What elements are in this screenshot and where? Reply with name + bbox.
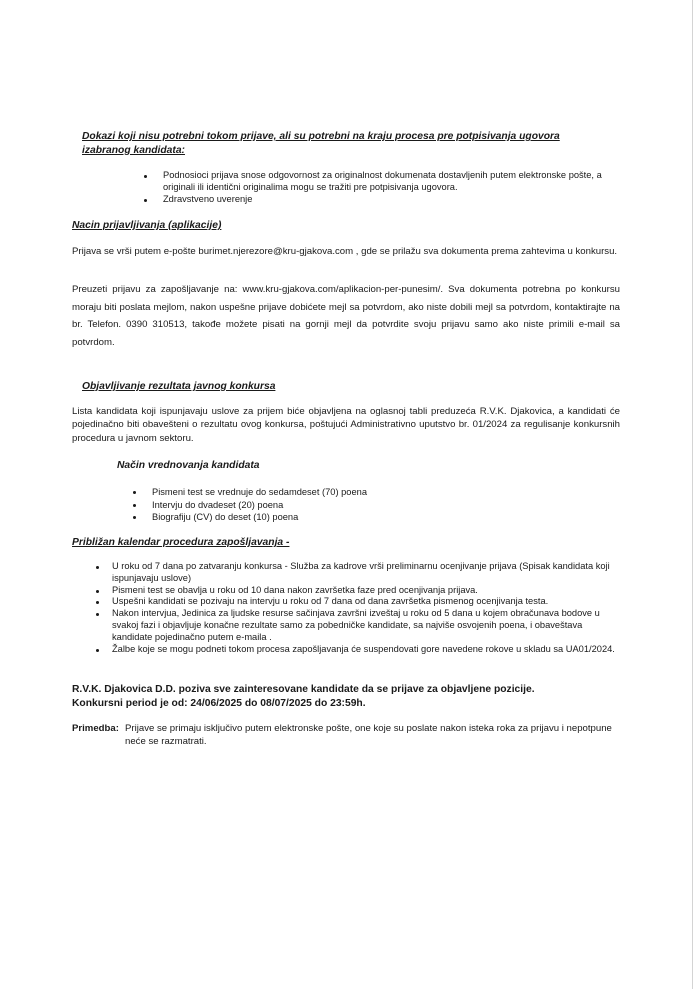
bullet-icon <box>133 491 136 494</box>
list-item: Pismeni test se vrednuje do sedamdeset (70) poena <box>152 486 552 499</box>
bullet-icon <box>96 590 99 593</box>
dokazi-heading-line2: izabranog kandidata: <box>82 144 185 156</box>
rezultati-heading: Objavljivanje rezultata javnog konkursa <box>82 381 276 392</box>
note-text: Prijave se primaju isključivo putem elektronske pošte, one koje su poslate nakon isteka roka za prijavu i nepotpune neće se razmatrati. <box>125 723 612 748</box>
closing-invitation: R.V.K. Djakovica D.D. poziva sve zainteresovane kandidate da se prijave za objavljene pozicije. <box>72 684 535 695</box>
bullet-icon <box>144 175 147 178</box>
bullet-icon <box>96 649 99 652</box>
bullet-icon <box>96 566 99 569</box>
list-item: U roku od 7 dana po zatvaranju konkursa - Služba za kadrove vrši preliminarnu ocenjivanje prijava (Spisak kandidata koji ispunjavaju uslove) <box>112 561 624 585</box>
rezultati-paragraph: Lista kandidata koji ispunjavaju uslove za prijem biće objavljena na oglasnoj tabli preduzeća R.V.K. Djakovica, a kandidati će pojedinačno biti obavešteni o rezultatu ovog konkursa, poštujući Administrativno uputstvo br. 01/2024 za regulisanje konkursnih procedura u javnom sektoru. <box>72 406 620 444</box>
dokazi-heading-line1: Dokazi koji nisu potrebni tokom prijave, ali su potrebni na kraju procesa pre potpisivanja ugovora <box>82 131 560 142</box>
nacin-heading: Nacin prijavljivanja (aplikacije) <box>72 220 222 231</box>
dokazi-list <box>163 170 633 205</box>
bullet-icon <box>133 504 136 507</box>
kalendar-list <box>112 561 624 655</box>
note-block <box>72 722 632 749</box>
list-item: Zdravstveno uverenje <box>163 194 633 206</box>
bullet-icon <box>144 199 147 202</box>
list-item: Biografiju (CV) do deset (10) poena <box>152 511 552 524</box>
nacin-paragraph-2: Preuzeti prijavu za zapošljavanje na: www.kru-gjakova.com/aplikacion-per-punesim/. Sva dokumenta potrebna po konkursu moraju biti poslata mejlom, nakon uspešne prijave dobićete mejl sa potvrdom, ako niste dobili mejl sa potvrdom, kontaktirajte na br. Telefon. 0390 310513, takođe možete pisati na gornji mejl da potvrdite svoju prijavu samo ako niste primili e-mail sa potvrdom. <box>72 284 620 348</box>
bullet-icon <box>96 601 99 604</box>
list-item: Pismeni test se obavlja u roku od 10 dana nakon završetka faze pred ocenjivanja prijava. <box>112 585 624 597</box>
list-item: Uspešni kandidati se pozivaju na intervju u roku od 7 dana od dana završetka pismenog ocenjivanja testa. <box>112 596 624 608</box>
vrednovanje-list <box>152 486 552 524</box>
list-item: Podnosioci prijava snose odgovornost za originalnost dokumenata dostavljenih putem elektronske pošte, a originali ili identični originalima mogu se tražiti pre potpisivanja ugovora. <box>163 170 633 194</box>
list-item: Nakon intervjua, Jedinica za ljudske resurse sačinjava završni izveštaj u roku od 5 dana u kojem obračunava bodove u svakoj fazi i objavljuje konačne rezultate samo za pobedničke kandidate, sa najviše osvojenih poena, i obaveštava kandidate pojedinačno putem e-maila . <box>112 608 624 643</box>
vrednovanje-heading: Način vrednovanja kandidata <box>117 460 260 471</box>
nacin-paragraph-1: Prijava se vrši putem e-pošte burimet.njerezore@kru-gjakova.com , gde se prilažu sva dokumenta prema zahtevima u konkursu. <box>72 246 618 257</box>
list-item: Intervju do dvadeset (20) poena <box>152 499 552 512</box>
page-edge <box>692 0 693 989</box>
kalendar-heading: Približan kalendar procedura zapošljavanja - <box>72 537 290 548</box>
bullet-icon <box>96 613 99 616</box>
bullet-icon <box>133 516 136 519</box>
list-item: Žalbe koje se mogu podneti tokom procesa zapošljavanja će suspendovati gore navedene rokove u skladu sa UA01/2024. <box>112 644 624 656</box>
dokazi-heading <box>82 130 642 157</box>
closing-period: Konkursni period je od: 24/06/2025 do 08/07/2025 do 23:59h. <box>72 698 366 709</box>
note-label: Primedba: <box>72 723 119 734</box>
